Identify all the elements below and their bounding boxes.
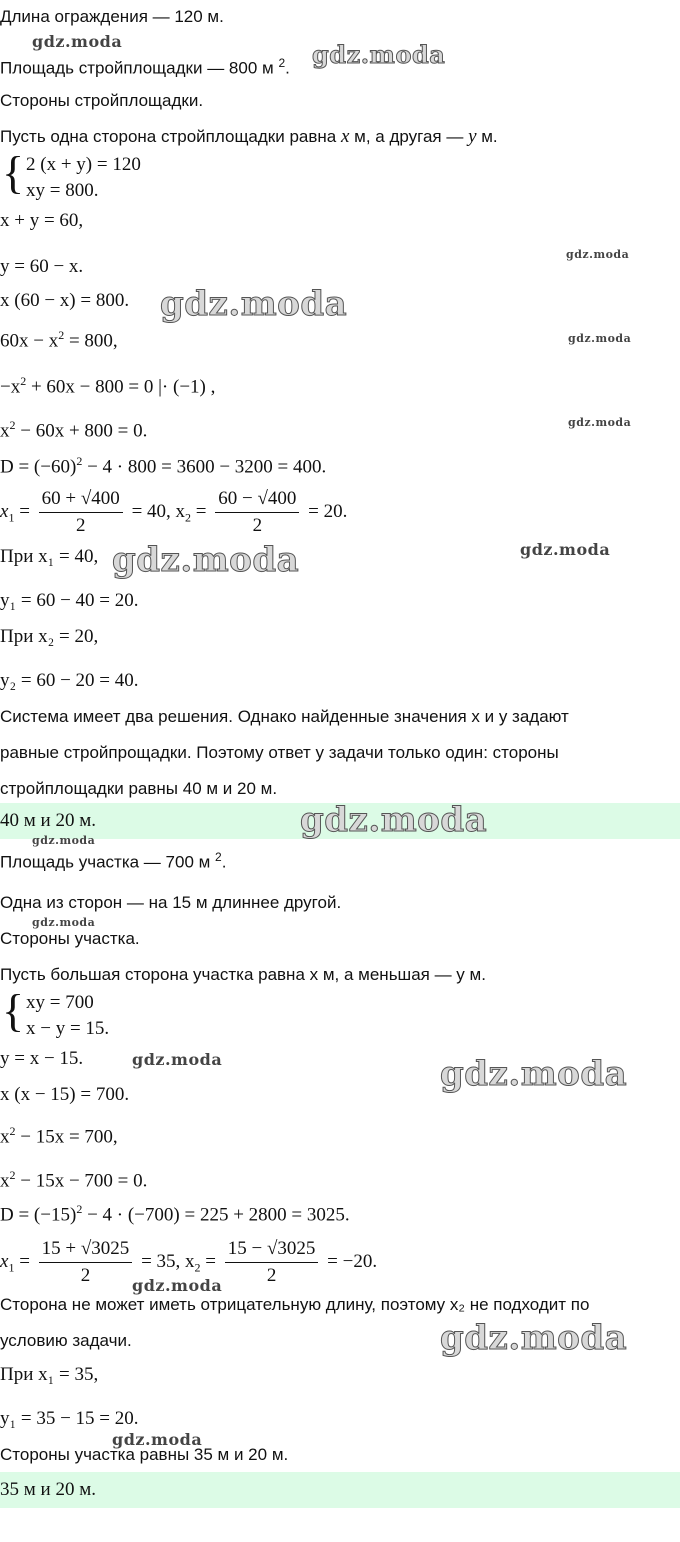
system2-eq-1: xy = 700 (26, 992, 94, 1013)
discriminant: $D = (-60)^2 - 4 \cdot 800 = 3600 - 3200 = 400$. (0, 454, 327, 478)
watermark-logo: gdz.moda (132, 1276, 223, 1295)
plot-area-text: Площадь участка — 700 м $^2$. (0, 850, 227, 872)
equation2-expanded: $x^2 - 15x = 700$, (0, 1124, 118, 1148)
equation-quadratic: $x^2 - 60x + 800 = 0$. (0, 418, 148, 442)
watermark-logo: gdz.moda (32, 32, 123, 51)
system-eq-1: 2 (x + y) = 120 (26, 154, 141, 175)
conclusion-line-3: стройплощадки равны 40 м и 20 м. (0, 779, 278, 798)
value2-y1: y₁ = 35 − 15 = 20. (0, 1408, 139, 1429)
equation-multiply: $-x^2 + 60x - 800 = 0$ |· (−1) , (0, 374, 216, 398)
discriminant-2: $D = (-15)^2 - 4 \cdot (-700) = 225 + 2800 = 3025$. (0, 1202, 350, 1226)
equation2-y-expr: y = x − 15. (0, 1048, 84, 1069)
value-y2: y₂ = 60 − 20 = 40. (0, 670, 139, 691)
site-area-text: Площадь стройплощадки — 800 м $^2$. (0, 56, 290, 78)
conclusion-line-1: Система имеет два решения. Однако найденные значения x и y задают (0, 707, 569, 726)
equation-y-expr: y = 60 − x. (0, 256, 84, 277)
let-statement: Пусть одна сторона стройплощадки равна x м, а другая — y м. (0, 126, 498, 147)
system2-eq-2: x − y = 15. (26, 1018, 110, 1039)
watermark-logo: gdz.moda (32, 834, 96, 847)
reject-line-1: Сторона не может иметь отрицательную длину, поэтому x₂ не подходит по (0, 1295, 590, 1314)
watermark-logo: gdz.moda (568, 416, 632, 429)
watermark-logo: gdz.moda (440, 1054, 628, 1094)
find-plot-sides-text: Стороны участка. (0, 929, 140, 948)
roots-formula-2: $x_1$ = $\frac{15 + √3025}{2}$ = 35, $x_2$ = $\frac{15 - √3025}{2}$ = −20. (0, 1238, 378, 1286)
answer-box-1: 40 м и 20 м. (0, 803, 680, 839)
conclusion-line-2: равные стройпрощадки. Поэтому ответ у задачи только один: стороны (0, 743, 559, 762)
conclusion-2: Стороны участка равны 35 м и 20 м. (0, 1445, 289, 1464)
watermark-logo: gdz.moda (160, 284, 348, 324)
case-x2: При x₂ = 20, (0, 626, 99, 647)
watermark-logo: gdz.moda (566, 248, 630, 261)
left-brace-icon: { (2, 147, 25, 198)
roots-formula: $x_1$ = $\frac{60 + √400}{2}$ = 40, $x_2$ = $\frac{60 - √400}{2}$ = 20. (0, 488, 348, 536)
watermark-logo: gdz.moda (132, 1050, 223, 1069)
left-brace-icon: { (2, 985, 25, 1036)
condition-text: Одна из сторон — на 15 м длиннее другой. (0, 893, 342, 912)
equation-substitution: x (60 − x) = 800. (0, 290, 130, 311)
watermark-logo: gdz.moda (300, 800, 488, 840)
equation-expanded: $60x - x^2 = 800$, (0, 328, 118, 352)
reject-line-2: условию задачи. (0, 1331, 132, 1350)
watermark-logo: gdz.moda (112, 1430, 203, 1449)
equation2-quadratic: $x^2 - 15x - 700 = 0$. (0, 1168, 148, 1192)
case-x1: При x₁ = 40, (0, 546, 99, 567)
watermark-logo: gdz.moda (440, 1318, 628, 1358)
watermark-logo: gdz.moda (568, 332, 632, 345)
value-y1: y₁ = 60 − 40 = 20. (0, 590, 139, 611)
answer-box-2: 35 м и 20 м. (0, 1472, 680, 1508)
case2-x1: При x₁ = 35, (0, 1364, 99, 1385)
watermark-logo: gdz.moda (520, 540, 611, 559)
watermark-logo: gdz.moda (312, 40, 446, 69)
system-eq-2: xy = 800. (26, 180, 99, 201)
equation2-substitution: x (x − 15) = 700. (0, 1084, 130, 1105)
fence-length-text: Длина ограждения — 120 м. (0, 7, 224, 26)
find-sides-text: Стороны стройплощадки. (0, 91, 204, 110)
let-statement-2: Пусть большая сторона участка равна x м, а меньшая — y м. (0, 965, 486, 984)
watermark-logo: gdz.moda (112, 540, 300, 580)
watermark-logo: gdz.moda (32, 916, 96, 929)
equation-sum: x + y = 60, (0, 210, 84, 231)
